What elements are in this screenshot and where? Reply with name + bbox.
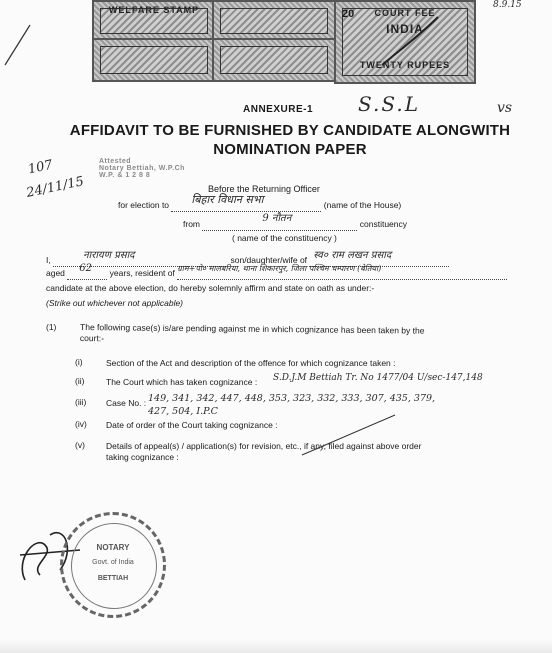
subitem-iii-handwriting-1: 149, 341, 342, 447, 448, 353, 323, 332, 333, 307, 435, 379,	[148, 393, 436, 404]
title-line-1: AFFIDAVIT TO BE FURNISHED BY CANDIDATE ALONGWITH	[69, 122, 511, 139]
margin-number: 107	[26, 157, 55, 178]
document-title	[60, 121, 520, 159]
item-1-text: The following case(s) is/are pending against me in which cognizance has been taken by the court:-	[79, 322, 425, 344]
signature-top: S.S.L	[358, 92, 420, 116]
welfare-stamp-bottom-left	[92, 38, 216, 82]
welfare-stamp-top-left: WELFARE STAMP	[92, 0, 216, 42]
declarant-line: I, नारायण प्रसाद son/daughter/wife of स्व० राम लखन प्रसाद	[46, 255, 506, 267]
court-fee-stamp: COURT FEE INDIA TWENTY RUPEES 20	[334, 0, 476, 84]
candidate-line: candidate at the above election, do hereby solemnly affirm and state on oath as under:-	[46, 283, 375, 293]
subitem-v-text: Details of appeal(s) / application(s) for revision, etc., if any, filed against above order	[106, 441, 422, 451]
constituency-field: 9 नौतन	[202, 219, 357, 231]
subitem-ii-handwriting: S.D.J.M Bettiah Tr. No 1477/04 U/sec-147,148	[273, 373, 483, 383]
welfare-stamp-top-middle	[212, 0, 336, 42]
son-of-label: son/daughter/wife of	[230, 255, 308, 265]
age-field: 62	[67, 268, 107, 280]
pen-stroke-mark	[300, 410, 400, 460]
from-label: from	[183, 219, 200, 229]
subitem-iii-text: Case No. :	[106, 398, 147, 408]
subitem-v-text-2: taking cognizance :	[106, 452, 179, 462]
residence-field: ग्राम+पो० मालबरिया, थाना शिकारपुर, जिला पश्चिम चम्पारण (बेतिया)	[177, 268, 507, 280]
margin-pen-mark	[0, 20, 40, 70]
house-hint: (name of the House)	[323, 200, 402, 210]
subitem-i-text: Section of the Act and description of the offence for which cognizance taken :	[106, 358, 396, 368]
subitem-v-number: (v)	[75, 440, 85, 450]
margin-date: 24/11/15	[25, 174, 86, 201]
corner-scribble: 8.9.15	[493, 0, 522, 10]
subitem-iii-number: (iii)	[75, 397, 87, 407]
signature-vs: vs	[497, 100, 513, 116]
constituency-label: constituency	[359, 219, 407, 229]
constituency-hint: ( name of the constituency )	[232, 233, 337, 243]
notary-seal: NOTARY Govt. of India BETTIAH	[60, 512, 166, 618]
subitem-iv-text: Date of order of the Court taking cognizance :	[106, 420, 278, 430]
subitem-i-number: (i)	[75, 357, 83, 367]
election-for-label: for election to	[118, 200, 170, 210]
election-line	[118, 193, 448, 212]
subitem-iv-number: (iv)	[75, 419, 87, 429]
annexure-label: ANNEXURE-1	[243, 104, 314, 115]
page-bottom-shadow	[0, 640, 552, 653]
subitem-ii-text: The Court which has taken cognizance :	[106, 377, 258, 387]
item-1-number: (1)	[46, 322, 57, 332]
welfare-stamp-bottom-middle	[212, 38, 336, 82]
before-returning-officer: Before the Returning Officer	[208, 184, 320, 194]
declarant-name-field: नारायण प्रसाद	[53, 255, 228, 267]
age-resident-line: aged 62 years, resident of ग्राम+पो० मालबरिया, थाना शिकारपुर, जिला पश्चिम चम्पारण (बेतिया)	[46, 268, 546, 280]
subitem-iii-handwriting-2: 427, 504, I.P.C	[148, 406, 218, 417]
attestation-stamp: Attested Notary Bettiah, W.P.Ch W.P. & 1 2 8 8	[99, 158, 185, 179]
stamp-cancel-stroke	[380, 15, 440, 70]
parent-name-field: स्व० राम लखन प्रसाद	[309, 255, 449, 267]
house-field: बिहार विधान सभा	[171, 200, 321, 212]
constituency-line	[183, 213, 483, 231]
subitem-ii-number: (ii)	[75, 376, 85, 386]
strike-out-note: (Strike out whichever not applicable)	[46, 298, 184, 308]
title-line-2: NOMINATION PAPER	[213, 141, 367, 158]
